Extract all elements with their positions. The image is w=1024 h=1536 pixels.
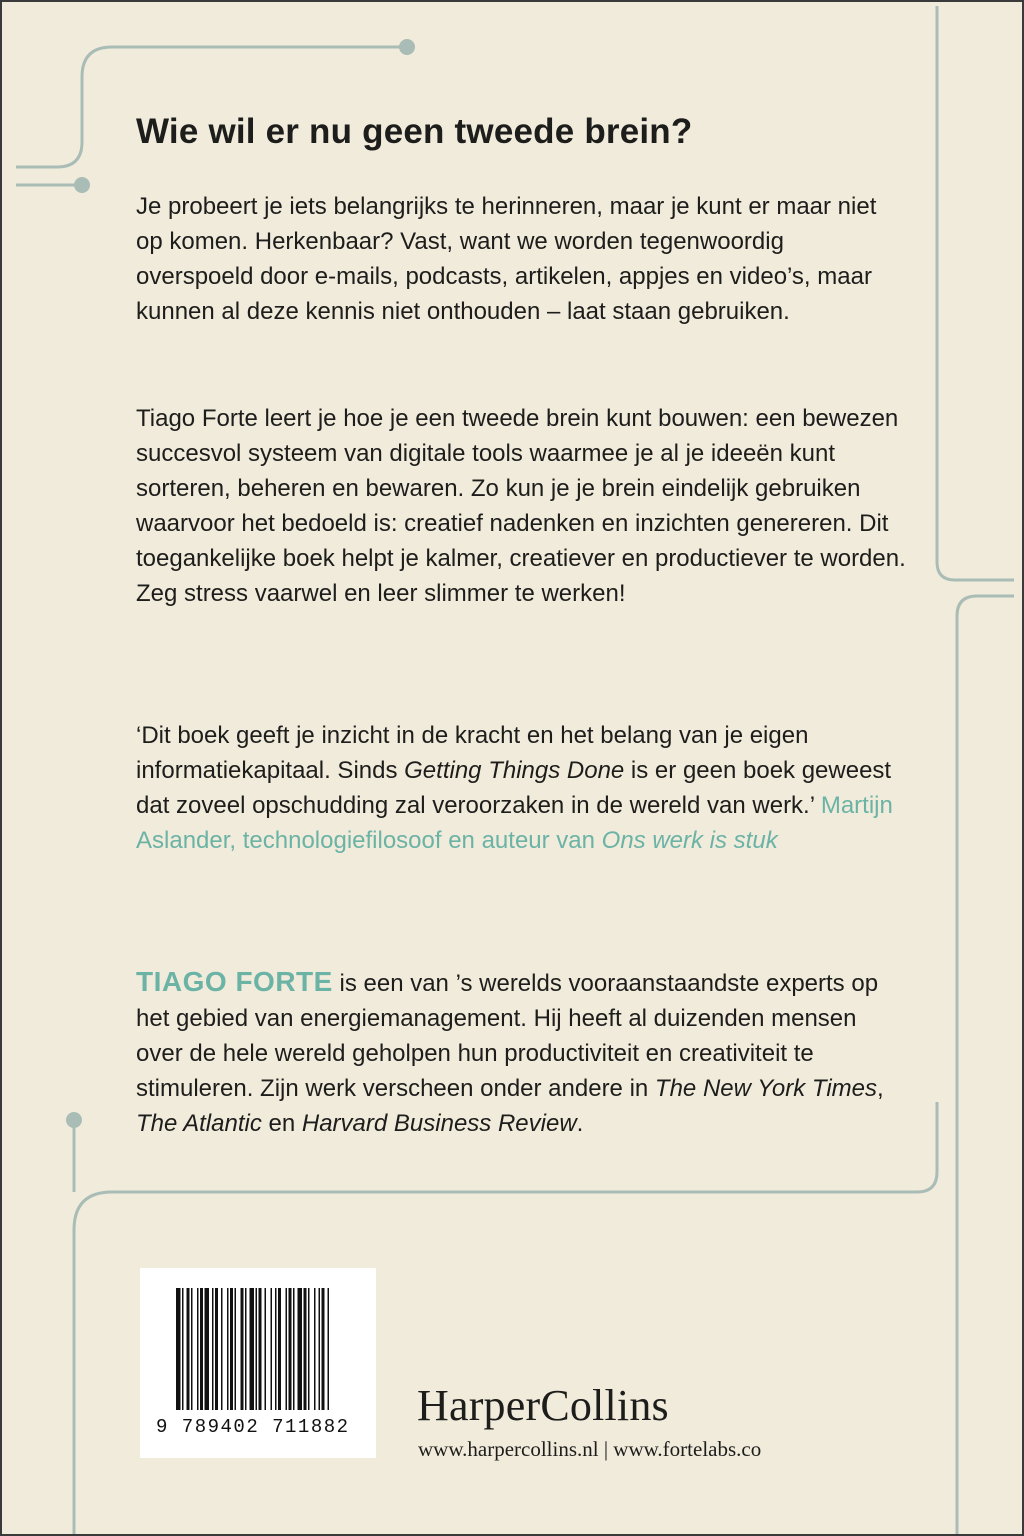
barcode-bar: [259, 1288, 262, 1410]
bio-end: .: [576, 1110, 584, 1137]
author-name: TIAGO FORTE: [136, 966, 333, 997]
barcode-bar: [275, 1288, 277, 1410]
circuit-node: [74, 177, 90, 193]
quote-attribution-book: Ons werk is stuk: [601, 827, 778, 854]
barcode-bar: [182, 1288, 184, 1410]
intro-paragraph: Je probeert je iets belangrijks te herinneren, maar je kunt er maar niet op komen. Herkenbaar? Vast, want we worden tegenwoordig overspoeld door e-mails, podcasts, artikelen, appjes en video’s, maar kunnen al deze kennis niet onthouden – laat staan gebruiken.: [136, 193, 877, 325]
barcode-bar: [319, 1288, 321, 1410]
barcode: [140, 1268, 376, 1458]
barcode-bar: [221, 1288, 223, 1410]
barcode-bar: [328, 1288, 330, 1410]
barcode-bar: [278, 1288, 281, 1410]
publisher-urls: www.harpercollins.nl | www.fortelabs.co: [418, 1437, 762, 1461]
barcode-bar: [235, 1288, 237, 1410]
barcode-bar: [304, 1288, 307, 1410]
barcode-bar: [205, 1288, 210, 1410]
barcode-bar: [265, 1288, 267, 1410]
barcode-bar: [322, 1288, 325, 1410]
barcode-bar: [241, 1288, 244, 1410]
barcode-bar: [308, 1288, 310, 1410]
bio-publication: The Atlantic: [136, 1110, 262, 1137]
barcode-bar: [298, 1288, 303, 1410]
barcode-bar: [286, 1288, 288, 1410]
quote-paragraph: [136, 718, 906, 858]
bio-separator: ,: [877, 1075, 884, 1102]
barcode-bar: [289, 1288, 292, 1410]
cover-heading: Wie wil er nu geen tweede brein?: [136, 112, 693, 151]
author-bio: [136, 964, 906, 1141]
barcode-bar: [227, 1288, 229, 1410]
barcode-bar: [245, 1288, 247, 1410]
barcode-bar: [314, 1288, 316, 1410]
barcode-bar: [197, 1288, 199, 1410]
bio-publication: The New York Times: [654, 1075, 878, 1102]
bio-publication: Harvard Business Review: [301, 1110, 577, 1137]
barcode-bar: [212, 1288, 214, 1410]
barcode-bar: [230, 1288, 233, 1410]
quote-attribution: Martijn Aslander, technologiefilosoof en auteur van: [136, 792, 893, 854]
barcode-bar: [256, 1288, 258, 1410]
circuit-node: [66, 1112, 82, 1128]
circuit-node: [399, 39, 415, 55]
barcode-bar: [271, 1288, 273, 1410]
barcode-bar: [176, 1288, 181, 1410]
barcode-bar: [250, 1288, 255, 1410]
quote-text-continued: is er geen boek geweest dat zoveel opschudding zal veroorzaken in de wereld van werk.’: [136, 757, 892, 819]
barcode-number: 9 789402 711882: [156, 1416, 350, 1438]
publisher-logo: HarperCollins: [417, 1381, 669, 1430]
description-paragraph: Tiago Forte leert je hoe je een tweede brein kunt bouwen: een bewezen succesvol systeem van digitale tools waarmee je al je ideeën kunt sorteren, beheren en bewaren. Zo kun je je brein eindelijk gebruiken waarvoor het bedoeld is: creatief nadenken en inzichten genereren. Dit toegankelijke boek helpt je kalmer, creatiever en productiever te worden. Zeg stress vaarwel en leer slimmer te werken!: [136, 405, 906, 607]
bio-separator: en: [261, 1110, 302, 1137]
barcode-bar: [215, 1288, 218, 1410]
quote-book-title: Getting Things Done: [404, 757, 625, 784]
bio-text: is een van ’s werelds vooraanstaandste experts op het gebied van energiemanagement. Hij heeft al duizenden mensen over de hele wereld geholpen hun productiviteit en creativiteit te stimuleren. Zijn werk verscheen onder andere in: [136, 970, 879, 1102]
quote-text: ‘Dit boek geeft je inzicht in de kracht en het belang van je eigen informatiekapitaal. Sinds: [136, 722, 809, 784]
barcode-bar: [293, 1288, 295, 1410]
barcode-bar: [187, 1288, 190, 1410]
barcode-bar: [200, 1288, 203, 1410]
barcode-bar: [191, 1288, 193, 1410]
